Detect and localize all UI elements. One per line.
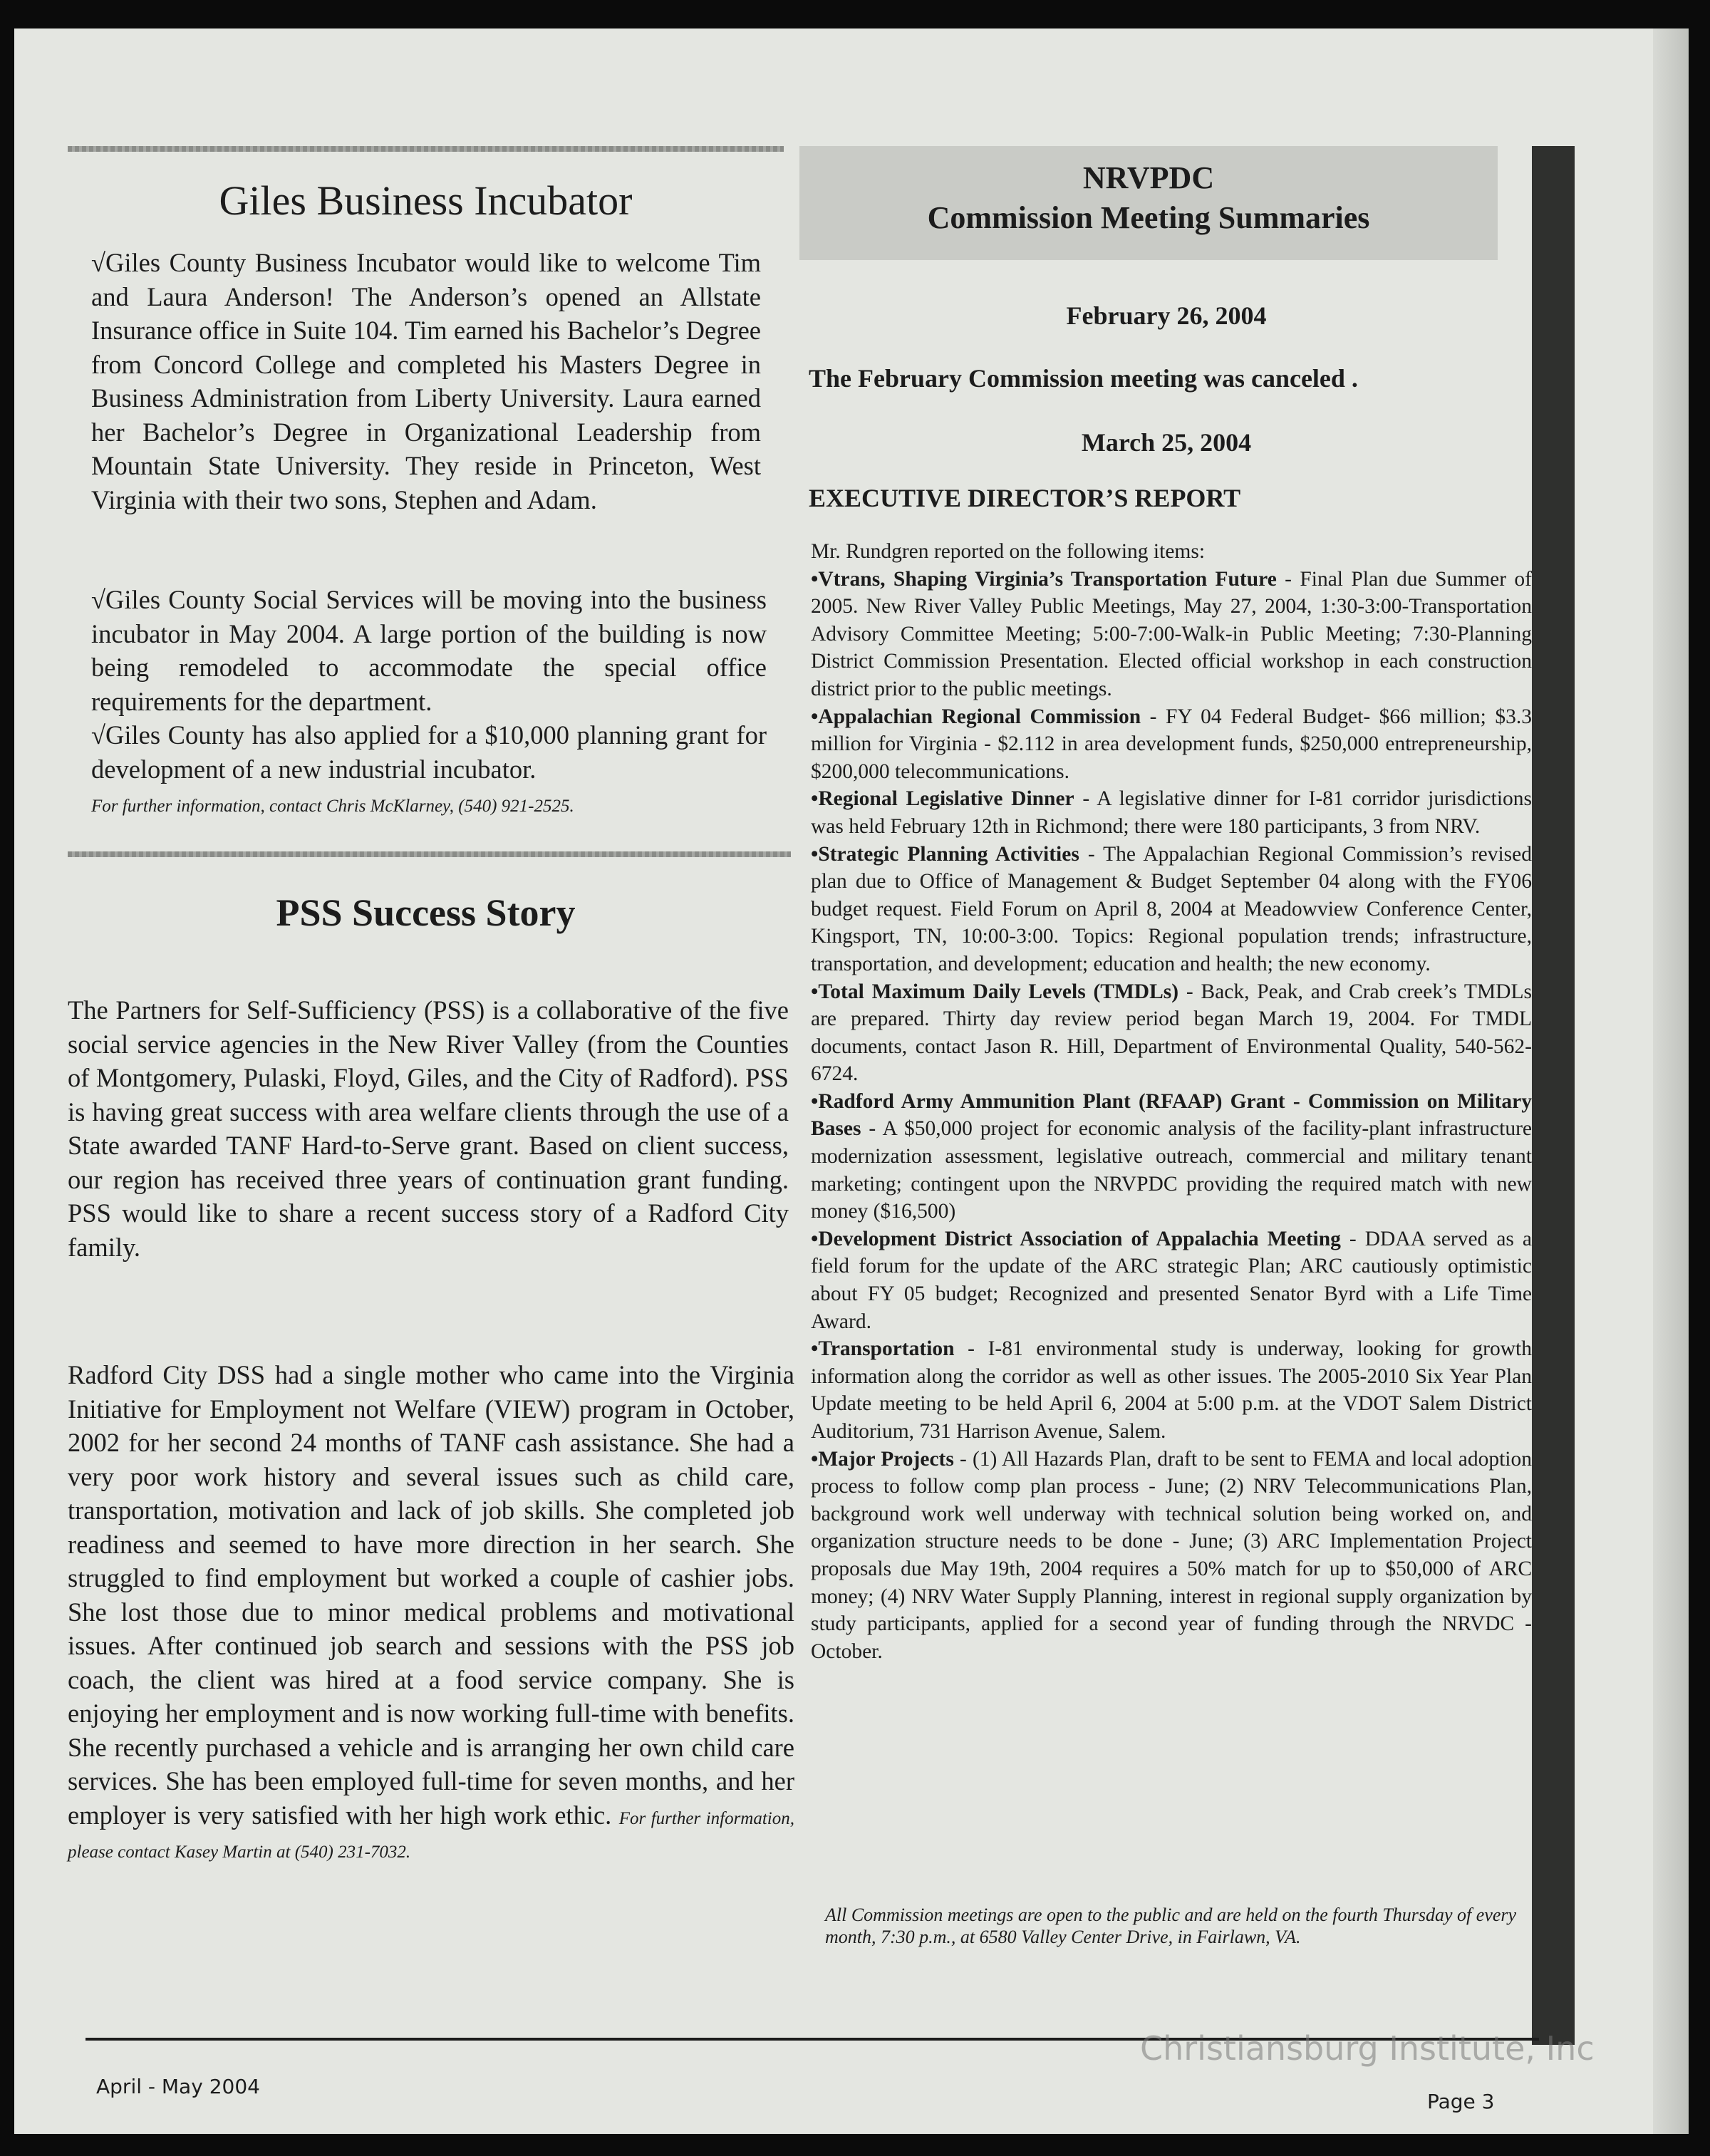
report-item-text: - A legislative dinner for I-81 corridor jurisdictions was held February 12th in Richmond; there were 180 participants, 3 from NRV. <box>811 787 1533 838</box>
banner-title-line-2: Commission Meeting Summaries <box>927 200 1370 235</box>
report-item <box>811 785 1532 840</box>
report-item <box>811 566 1532 703</box>
meeting-schedule-note: All Commission meetings are open to the public and are held on the fourth Thursday of every month, 7:30 p.m., at 6580 Valley Center Drive, in Fairlawn, VA. <box>825 1904 1517 1947</box>
report-item-head: Total Maximum Daily Levels (TMDLs) <box>818 980 1179 1003</box>
report-item-text: - I-81 environmental study is underway, looking for growth information along the corridor as well as other issues. The 2005-2010 Six Year Plan Update meeting to be held April 6, 2004 at 5:00 p.m. at the VDOT Salem District Auditorium, 731 Harrison Avenue, Salem. <box>811 1337 1532 1443</box>
report-item <box>811 1225 1532 1335</box>
bullet: • <box>811 980 819 1003</box>
giles-credit: For further information, contact Chris McKlarney, (540) 921-2525. <box>91 797 574 816</box>
report-item-text: - Back, Peak, and Crab creek’s TMDLs are prepared. Thirty day review period began March 19, 2004. For TMDL documents, contact Jason R. Hill, Department of Environmental Quality, 540-562-6724. <box>811 980 1532 1086</box>
bullet: • <box>811 1337 819 1361</box>
banner-title-line-1: NRVPDC <box>1082 160 1215 195</box>
pss-paragraph-2 <box>68 1358 794 1866</box>
giles-paragraph-1: √Giles County Business Incubator would like to welcome Tim and Laura Anderson! The Anderson’s opened an Allstate Insurance office in Suite 104. Tim earned his Bachelor’s Degree from Concord College and completed his Masters Degree in Business Administration from Liberty University. Laura earned her Bachelor’s Degree in Organizational Leadership from Mountain State University. They reside in Princeton, West Virginia with their two sons, Stephen and Adam. <box>91 248 761 514</box>
meeting-date-march: March 25, 2004 <box>1081 428 1252 457</box>
report-item <box>811 841 1532 978</box>
section-divider <box>68 851 791 857</box>
bullet: • <box>811 842 819 866</box>
giles-paragraph-2: √Giles County Social Services will be moving into the business incubator in May 2004. A large portion of the building is now being remodeled to accommodate the special office requirements for the department. <box>91 585 767 716</box>
report-item-head: Radford Army Ammunition Plant (RFAAP) Grant - Commission on Military Bases <box>811 1089 1532 1141</box>
watermark-text: Christiansburg Institute, Inc <box>1140 2029 1595 2068</box>
report-item <box>811 703 1532 786</box>
report-item <box>811 1335 1532 1445</box>
report-item-head: Strategic Planning Activities <box>818 842 1079 866</box>
report-item-text: - Final Plan due Summer of 2005. New River Valley Public Meetings, May 27, 2004, 1:30-3:00-Transportation Advisory Committee Meeting; 5:00-7:00-Walk-in Public Meeting; 7:30-Planning District Commission Presentation. Elected official workshop in each construction district prior to the public meetings. <box>811 567 1532 700</box>
section-divider <box>68 146 784 152</box>
bullet: • <box>811 787 819 811</box>
nrvpdc-banner <box>799 146 1498 260</box>
report-intro: Mr. Rundgren reported on the following items: <box>811 540 1206 563</box>
report-item-head: Vtrans, Shaping Virginia’s Transportation Future <box>818 567 1277 591</box>
report-item-text: - (1) All Hazards Plan, draft to be sent to FEMA and local adoption process to follow comp plan process - June; (2) NRV Telecommunications Plan, background work well underway with technical solution being worked on, and organization structure needs to be done - June; (3) ARC Implementation Project proposals due May 19th, 2004 requires a 50% match for up to $50,000 of ARC money; (4) NRV Water Supply Planning, interest in regional supply organization by study participants, applied for a second year of funding through the NRVDC - October. <box>811 1447 1532 1663</box>
report-heading: EXECUTIVE DIRECTOR’S REPORT <box>809 484 1241 512</box>
meeting-date-february: February 26, 2004 <box>1066 301 1267 330</box>
executive-report <box>811 538 1532 1665</box>
pss-title: PSS Success Story <box>276 891 576 934</box>
bullet: • <box>811 705 819 728</box>
report-item <box>811 1088 1532 1225</box>
report-item-head: Appalachian Regional Commission <box>818 705 1141 728</box>
report-item-text: - A $50,000 project for economic analysis of the facility-plant infrastructure modernization assessment, legislative outreach, commercial and military tenant marketing; contingent upon the NRVPDC providing the required match with new money ($16,500) <box>811 1117 1532 1223</box>
february-canceled-notice: The February Commission meeting was canceled . <box>809 364 1358 393</box>
bullet: • <box>811 567 819 591</box>
bullet: • <box>811 1089 819 1113</box>
giles-paragraph-3 <box>91 718 767 820</box>
giles-paragraph-3-text: √Giles County has also applied for a $10,000 planning grant for development of a new industrial incubator. <box>91 720 767 784</box>
pss-paragraph-2-text: Radford City DSS had a single mother who came into the Virginia Initiative for Employment not Welfare (VIEW) program in October, 2002 for her second 24 months of TANF cash assistance. She had a very poor work history and several issues such as child care, transportation, motivation and lack of job skills. She completed job readiness and seemed to have more direction in her search. She struggled to find employment but worked a couple of cashier jobs. She lost those due to minor medical problems and motivational issues. After continued job search and sessions with the PSS job coach, the client was hired at a food service company. She is enjoying her employment and is now working full-time with benefits. She recently purchased a vehicle and is arranging her own child care services. She has been employed full-time for seven months, and her employer is very satisfied with her high work ethic. <box>68 1360 794 1830</box>
giles-title: Giles Business Incubator <box>219 177 633 224</box>
pss-paragraph-1: The Partners for Self-Sufficiency (PSS) is a collaborative of the five social service agencies in the New River Valley (from the Counties of Montgomery, Pulaski, Floyd, Giles, and the City of Radford). PSS is having great success with area welfare clients through the use of a State awarded TANF Hard-to-Serve grant. Based on client success, our region has received three years of continuation grant funding. PSS would like to share a recent success story of a Radford City family. <box>68 995 789 1262</box>
report-item-head: Development District Association of Appalachia Meeting <box>818 1227 1341 1250</box>
report-item-head: Major Projects <box>818 1447 954 1471</box>
bullet: • <box>811 1447 819 1471</box>
report-item-text: - FY 04 Federal Budget- $66 million; $3.3 million for Virginia - $2.112 in area development funds, $250,000 entrepreneurship, $200,000 telecommunications. <box>811 705 1532 783</box>
report-item <box>811 1446 1532 1666</box>
page-edge <box>1653 28 1689 2134</box>
footer-issue-date: April - May 2004 <box>96 2075 260 2098</box>
report-item <box>811 978 1532 1088</box>
bullet: • <box>811 1227 819 1250</box>
footer-page-number: Page 3 <box>1427 2090 1495 2113</box>
decorative-side-bar <box>1532 146 1575 2045</box>
report-item-head: Transportation <box>818 1337 955 1361</box>
report-item-head: Regional Legislative Dinner <box>818 787 1074 811</box>
report-item-text: - The Appalachian Regional Commission’s revised plan due to Office of Management & Budget September 04 along with the FY06 budget request. Field Forum on April 8, 2004 at Meadowview Conference Center, Kingsport, TN, 10:00-3:00. Topics: Regional population trends; infrastructure, transportation, and development; education and health; the new economy. <box>811 842 1532 975</box>
report-item-text: - DDAA served as a field forum for the update of the ARC strategic Plan; ARC cautiously optimistic about FY 05 budget; Recognized and presented Senator Byrd with a Life Time Award. <box>811 1227 1532 1333</box>
pss-credit: For further information, please contact Kasey Martin at (540) 231-7032. <box>68 1808 795 1862</box>
